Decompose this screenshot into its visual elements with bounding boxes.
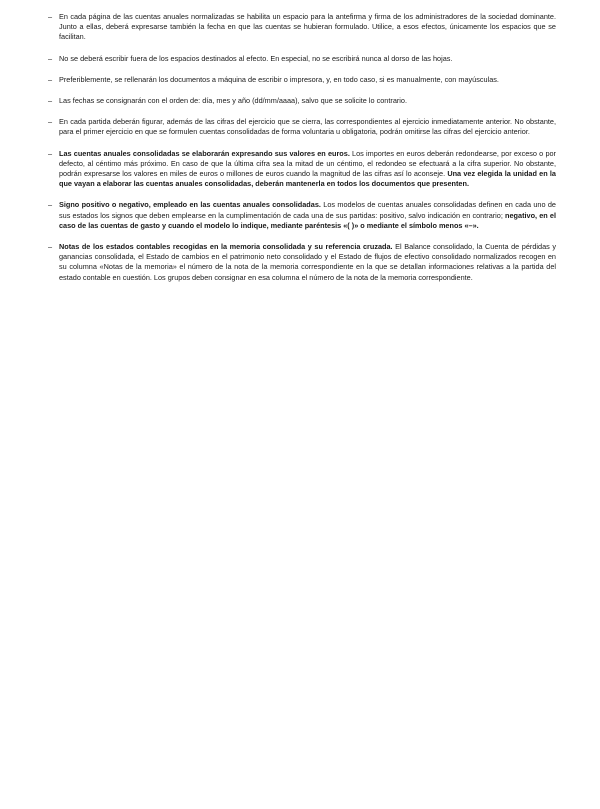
instruction-item <box>48 117 556 137</box>
dash-bullet: – <box>48 53 53 63</box>
instruction-text: Los modelos de cuentas anuales consolidadas definen en cada uno de sus estados los signos que deben emplearse en la cumplimentación de cada una de sus partidas: positivo, salvo indicación en contrario; <box>59 200 556 220</box>
instruction-item <box>48 12 556 43</box>
instruction-bold-text: Signo positivo o negativo, empleado en las cuentas anuales consolidadas. <box>59 200 321 210</box>
instruction-text: Preferiblemente, se rellenarán los documentos a máquina de escribir o impresora, y, en todo caso, si es manualmente, con mayúsculas. <box>59 74 499 84</box>
dash-bullet: – <box>48 74 53 84</box>
instruction-bold-text: Una vez elegida la unidad en la que vayan a elaborar las cuentas anuales consolidadas, deberán mantenerla en todos los documentos que presenten. <box>59 169 556 189</box>
dash-bullet: – <box>48 148 53 158</box>
dash-bullet: – <box>48 96 53 106</box>
instruction-item <box>48 54 556 64</box>
instruction-bold-text: Las cuentas anuales consolidadas se elaborarán expresando sus valores en euros. <box>59 148 350 158</box>
instruction-list <box>48 12 556 294</box>
instruction-item-signs <box>48 200 556 231</box>
instruction-text: Los importes en euros deberán redondearse, por exceso o por defecto, al céntimo más próximo. En caso de que la última cifra sea la mitad de un céntimo, el redondeo se efectuará a la cifra superior. No obstante, podrán expresarse los valores en miles de euros o millones de euros cuando la magnitud de las cifras así lo aconseje. <box>59 148 556 179</box>
instruction-bold-text: negativo, en el caso de las cuentas de gasto y cuando el modelo lo indique, mediante paréntesis «( )» o mediante el símbolo menos «–». <box>59 210 556 230</box>
instruction-text: El Balance consolidado, la Cuenta de pérdidas y ganancias consolidada, el Estado de cambios en el patrimonio neto consolidado y el Estado de flujos de efectivo consolidado normalizados recogen en su columna «Notas de la memoria» el número de la nota de la memoria correspondiente en la que se detallan informaciones relativas a la partida del estado contable en cuestión. Los grupos deben consignar en esa columna el número de la nota de la memoria correspondiente. <box>59 242 557 282</box>
dash-bullet: – <box>48 117 53 127</box>
instruction-item <box>48 75 556 85</box>
dash-bullet: – <box>48 242 53 252</box>
instruction-item-euros <box>48 149 556 190</box>
dash-bullet: – <box>48 200 53 210</box>
instruction-text: No se deberá escribir fuera de los espacios destinados al efecto. En especial, no se escribirá nunca al dorso de las hojas. <box>59 53 453 63</box>
instruction-bold-text: Notas de los estados contables recogidas en la memoria consolidada y su referencia cruzada. <box>59 242 393 252</box>
instruction-text: En cada página de las cuentas anuales normalizadas se habilita un espacio para la antefirma y firma de los administradores de la sociedad dominante. Junto a ellas, deberá expresarse también la fecha en que las cuentas se hubieran formulado. Utilice, a esos efectos, únicamente los espacios que se facilitan. <box>59 12 556 42</box>
instruction-item <box>48 96 556 106</box>
instruction-item-notes <box>48 242 556 283</box>
dash-bullet: – <box>48 12 53 21</box>
instruction-text: Las fechas se consignarán con el orden de: día, mes y año (dd/mm/aaaa), salvo que se solicite lo contrario. <box>59 96 408 106</box>
instruction-text: En cada partida deberán figurar, además de las cifras del ejercicio que se cierra, las correspondientes al ejercicio inmediatamente anterior. No obstante, para el primer ejercicio en que se formulen cuentas consolidadas de forma voluntaria u obligatoria, podrán omitirse las cifras del ejercicio anterior. <box>59 117 556 137</box>
